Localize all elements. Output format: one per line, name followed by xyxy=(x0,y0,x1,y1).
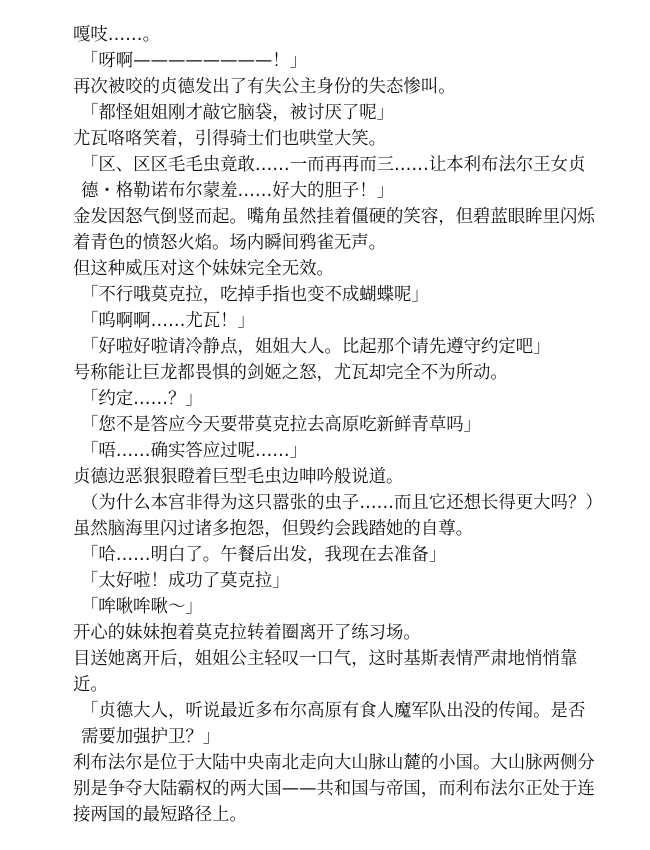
dialogue-paragraph: 「您不是答应今天要带莫克拉去高原吃新鲜青草吗」 xyxy=(81,415,481,435)
narration-paragraph: 利布法尔是位于大陆中央南北走向大山脉山麓的小国。大山脉两侧分别是争夺大陆霸权的两大国——共和国与帝国，而利布法尔正处于连接两国的最短路径上。 xyxy=(73,753,595,825)
dialogue-paragraph: 「哞啾哞啾～」 xyxy=(81,597,203,617)
dialogue-paragraph: 「贞德大人，听说最近多布尔高原有食人魔军队出没的传闻。是否需要加强护卫？」 xyxy=(81,701,586,747)
dialogue-paragraph: 「唔……确实答应过呢……」 xyxy=(81,441,308,461)
narration-paragraph: 尤瓦咯咯笑着，引得骑士们也哄堂大笑。 xyxy=(73,129,387,149)
dialogue-paragraph: 「区、区区毛毛虫竟敢……一而再再而三……让本利布法尔王女贞德・格勒诺布尔蒙羞……好大的胆子！」 xyxy=(81,155,586,201)
narration-paragraph: 金发因怒气倒竖而起。嘴角虽然挂着僵硬的笑容，但碧蓝眼眸里闪烁着青色的愤怒火焰。场内瞬间鸦雀无声。 xyxy=(73,207,595,253)
dialogue-paragraph: 「都怪姐姐刚才敲它脑袋，被讨厌了呢」 xyxy=(81,103,395,123)
dialogue-paragraph: 「约定……？」 xyxy=(81,389,203,409)
dialogue-paragraph: （为什么本宫非得为这只嚣张的虫子……而且它还想长得更大吗？） xyxy=(81,493,603,513)
dialogue-paragraph: 「哈……明白了。午餐后出发，我现在去准备」 xyxy=(81,545,447,565)
narration-paragraph: 贞德边恶狠狠瞪着巨型毛虫边呻吟般说道。 xyxy=(73,467,404,487)
narration-paragraph: 开心的妹妹抱着莫克拉转着圈离开了练习场。 xyxy=(73,623,421,643)
narration-paragraph: 虽然脑海里闪过诸多抱怨，但毁约会践踏她的自尊。 xyxy=(73,519,473,539)
dialogue-paragraph: 「呀啊————————！」 xyxy=(81,51,308,71)
dialogue-paragraph: 「太好啦！成功了莫克拉」 xyxy=(81,571,290,591)
narration-paragraph: 号称能让巨龙都畏惧的剑姬之怒，尤瓦却完全不为所动。 xyxy=(73,363,508,383)
dialogue-paragraph: 「好啦好啦请冷静点，姐姐大人。比起那个请先遵守约定吧」 xyxy=(81,337,551,357)
narration-paragraph: 但这种威压对这个妹妹完全无效。 xyxy=(73,259,334,279)
narration-paragraph: 嘎吱……。 xyxy=(73,25,160,45)
dialogue-paragraph: 「呜啊啊……尤瓦！」 xyxy=(81,311,255,331)
narration-paragraph: 目送她离开后，姐姐公主轻叹一口气，这时基斯表情严肃地悄悄靠近。 xyxy=(73,649,578,695)
narration-paragraph: 再次被咬的贞德发出了有失公主身份的失态惨叫。 xyxy=(73,77,456,97)
dialogue-paragraph: 「不行哦莫克拉，吃掉手指也变不成蝴蝶呢」 xyxy=(81,285,429,305)
